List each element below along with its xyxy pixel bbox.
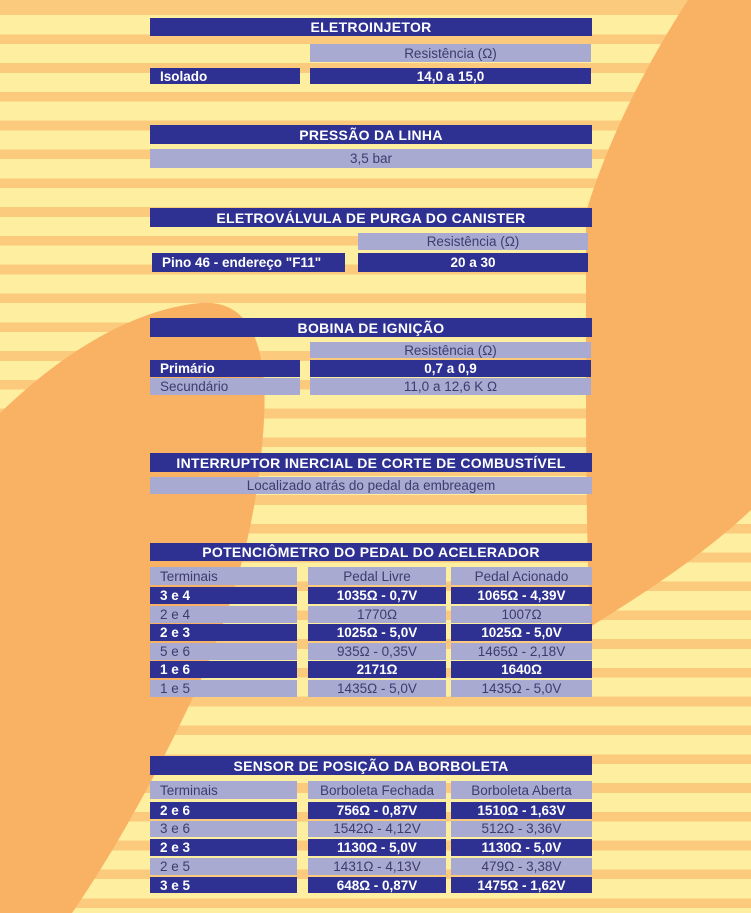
row-value: 1510Ω - 1,63V bbox=[451, 802, 592, 819]
table-row bbox=[150, 661, 592, 678]
row-value: 1770Ω bbox=[308, 606, 446, 623]
row-value: 648Ω - 0,87V bbox=[308, 877, 446, 894]
table-rows bbox=[150, 253, 592, 272]
table-eletrovalvula-purga-canister bbox=[150, 208, 592, 274]
sub-header-resistencia: Resistência (Ω) bbox=[310, 342, 591, 358]
column-header: Terminais bbox=[150, 567, 297, 585]
row-label: 1 e 6 bbox=[150, 661, 297, 678]
sub-header-resistencia: Resistência (Ω) bbox=[358, 233, 588, 250]
table-row bbox=[150, 253, 592, 272]
table-row bbox=[150, 858, 592, 875]
table-row bbox=[150, 624, 592, 641]
row-value: 1475Ω - 1,62V bbox=[451, 877, 592, 894]
row-value: 1465Ω - 2,18V bbox=[451, 643, 592, 660]
row-value: 512Ω - 3,36V bbox=[451, 821, 592, 838]
row-label: 2 e 4 bbox=[150, 606, 297, 623]
table-row bbox=[150, 587, 592, 604]
row-label: 3 e 5 bbox=[150, 877, 297, 894]
row-value: 14,0 a 15,0 bbox=[310, 68, 591, 84]
row-label: 2 e 6 bbox=[150, 802, 297, 819]
row-label: 2 e 5 bbox=[150, 858, 297, 875]
table-title: INTERRUPTOR INERCIAL DE CORTE DE COMBUSTÍVEL bbox=[150, 453, 592, 472]
table-pressao-da-linha bbox=[150, 125, 592, 170]
row-value: 1435Ω - 5,0V bbox=[451, 680, 592, 697]
row-label: Secundário bbox=[150, 378, 300, 395]
table-row bbox=[150, 378, 592, 395]
column-header-row bbox=[150, 567, 592, 585]
row-value: 1130Ω - 5,0V bbox=[451, 839, 592, 856]
table-row bbox=[150, 68, 592, 84]
row-label: 2 e 3 bbox=[150, 839, 297, 856]
row-label: 1 e 5 bbox=[150, 680, 297, 697]
row-value: 11,0 a 12,6 K Ω bbox=[310, 378, 591, 395]
table-row bbox=[150, 821, 592, 838]
table-row bbox=[150, 606, 592, 623]
row-value: 479Ω - 3,38V bbox=[451, 858, 592, 875]
orange-blob-right bbox=[586, 0, 751, 627]
row-label: Isolado bbox=[150, 68, 300, 84]
row-label: 3 e 4 bbox=[150, 587, 297, 604]
table-title: PRESSÃO DA LINHA bbox=[150, 125, 592, 144]
row-value: 1065Ω - 4,39V bbox=[451, 587, 592, 604]
table-potenciometro-pedal bbox=[150, 543, 592, 698]
table-row bbox=[150, 680, 592, 697]
table-title: POTENCIÔMETRO DO PEDAL DO ACELERADOR bbox=[150, 543, 592, 561]
column-header: Pedal Acionado bbox=[451, 567, 592, 585]
table-title: ELETROVÁLVULA DE PURGA DO CANISTER bbox=[150, 208, 592, 227]
row-value: 20 a 30 bbox=[358, 253, 588, 272]
row-label: Pino 46 - endereço "F11" bbox=[152, 253, 345, 272]
sub-header-resistencia: Resistência (Ω) bbox=[310, 44, 591, 62]
row-label: Primário bbox=[150, 360, 300, 377]
table-row bbox=[150, 643, 592, 660]
row-value: 1542Ω - 4,12V bbox=[308, 821, 446, 838]
table-title: BOBINA DE IGNIÇÃO bbox=[150, 318, 592, 337]
row-label: 5 e 6 bbox=[150, 643, 297, 660]
table-title: SENSOR DE POSIÇÃO DA BORBOLETA bbox=[150, 756, 592, 775]
row-value: 0,7 a 0,9 bbox=[310, 360, 591, 377]
table-rows bbox=[150, 68, 592, 86]
table-note: 3,5 bar bbox=[150, 149, 592, 168]
table-note: Localizado atrás do pedal da embreagem bbox=[150, 477, 592, 494]
table-rows bbox=[150, 802, 592, 895]
table-row bbox=[150, 360, 592, 377]
column-header: Borboleta Fechada bbox=[308, 781, 446, 799]
table-bobina-de-ignicao bbox=[150, 318, 592, 396]
row-value: 1035Ω - 0,7V bbox=[308, 587, 446, 604]
column-header: Pedal Livre bbox=[308, 567, 446, 585]
column-header-row bbox=[150, 781, 592, 799]
row-label: 3 e 6 bbox=[150, 821, 297, 838]
table-eletroinjetor bbox=[150, 18, 592, 88]
row-value: 1025Ω - 5,0V bbox=[451, 624, 592, 641]
table-rows bbox=[150, 587, 592, 699]
row-label: 2 e 3 bbox=[150, 624, 297, 641]
row-value: 1007Ω bbox=[451, 606, 592, 623]
table-row bbox=[150, 877, 592, 894]
row-value: 756Ω - 0,87V bbox=[308, 802, 446, 819]
column-header: Terminais bbox=[150, 781, 297, 799]
row-value: 1640Ω bbox=[451, 661, 592, 678]
table-rows bbox=[150, 360, 592, 396]
column-header: Borboleta Aberta bbox=[451, 781, 592, 799]
row-value: 1025Ω - 5,0V bbox=[308, 624, 446, 641]
row-value: 1431Ω - 4,13V bbox=[308, 858, 446, 875]
row-value: 2171Ω bbox=[308, 661, 446, 678]
row-value: 1435Ω - 5,0V bbox=[308, 680, 446, 697]
row-value: 1130Ω - 5,0V bbox=[308, 839, 446, 856]
table-sensor-borboleta bbox=[150, 756, 592, 896]
row-value: 935Ω - 0,35V bbox=[308, 643, 446, 660]
table-title: ELETROINJETOR bbox=[150, 18, 592, 36]
table-row bbox=[150, 839, 592, 856]
table-row bbox=[150, 802, 592, 819]
table-interruptor-inercial bbox=[150, 453, 592, 495]
